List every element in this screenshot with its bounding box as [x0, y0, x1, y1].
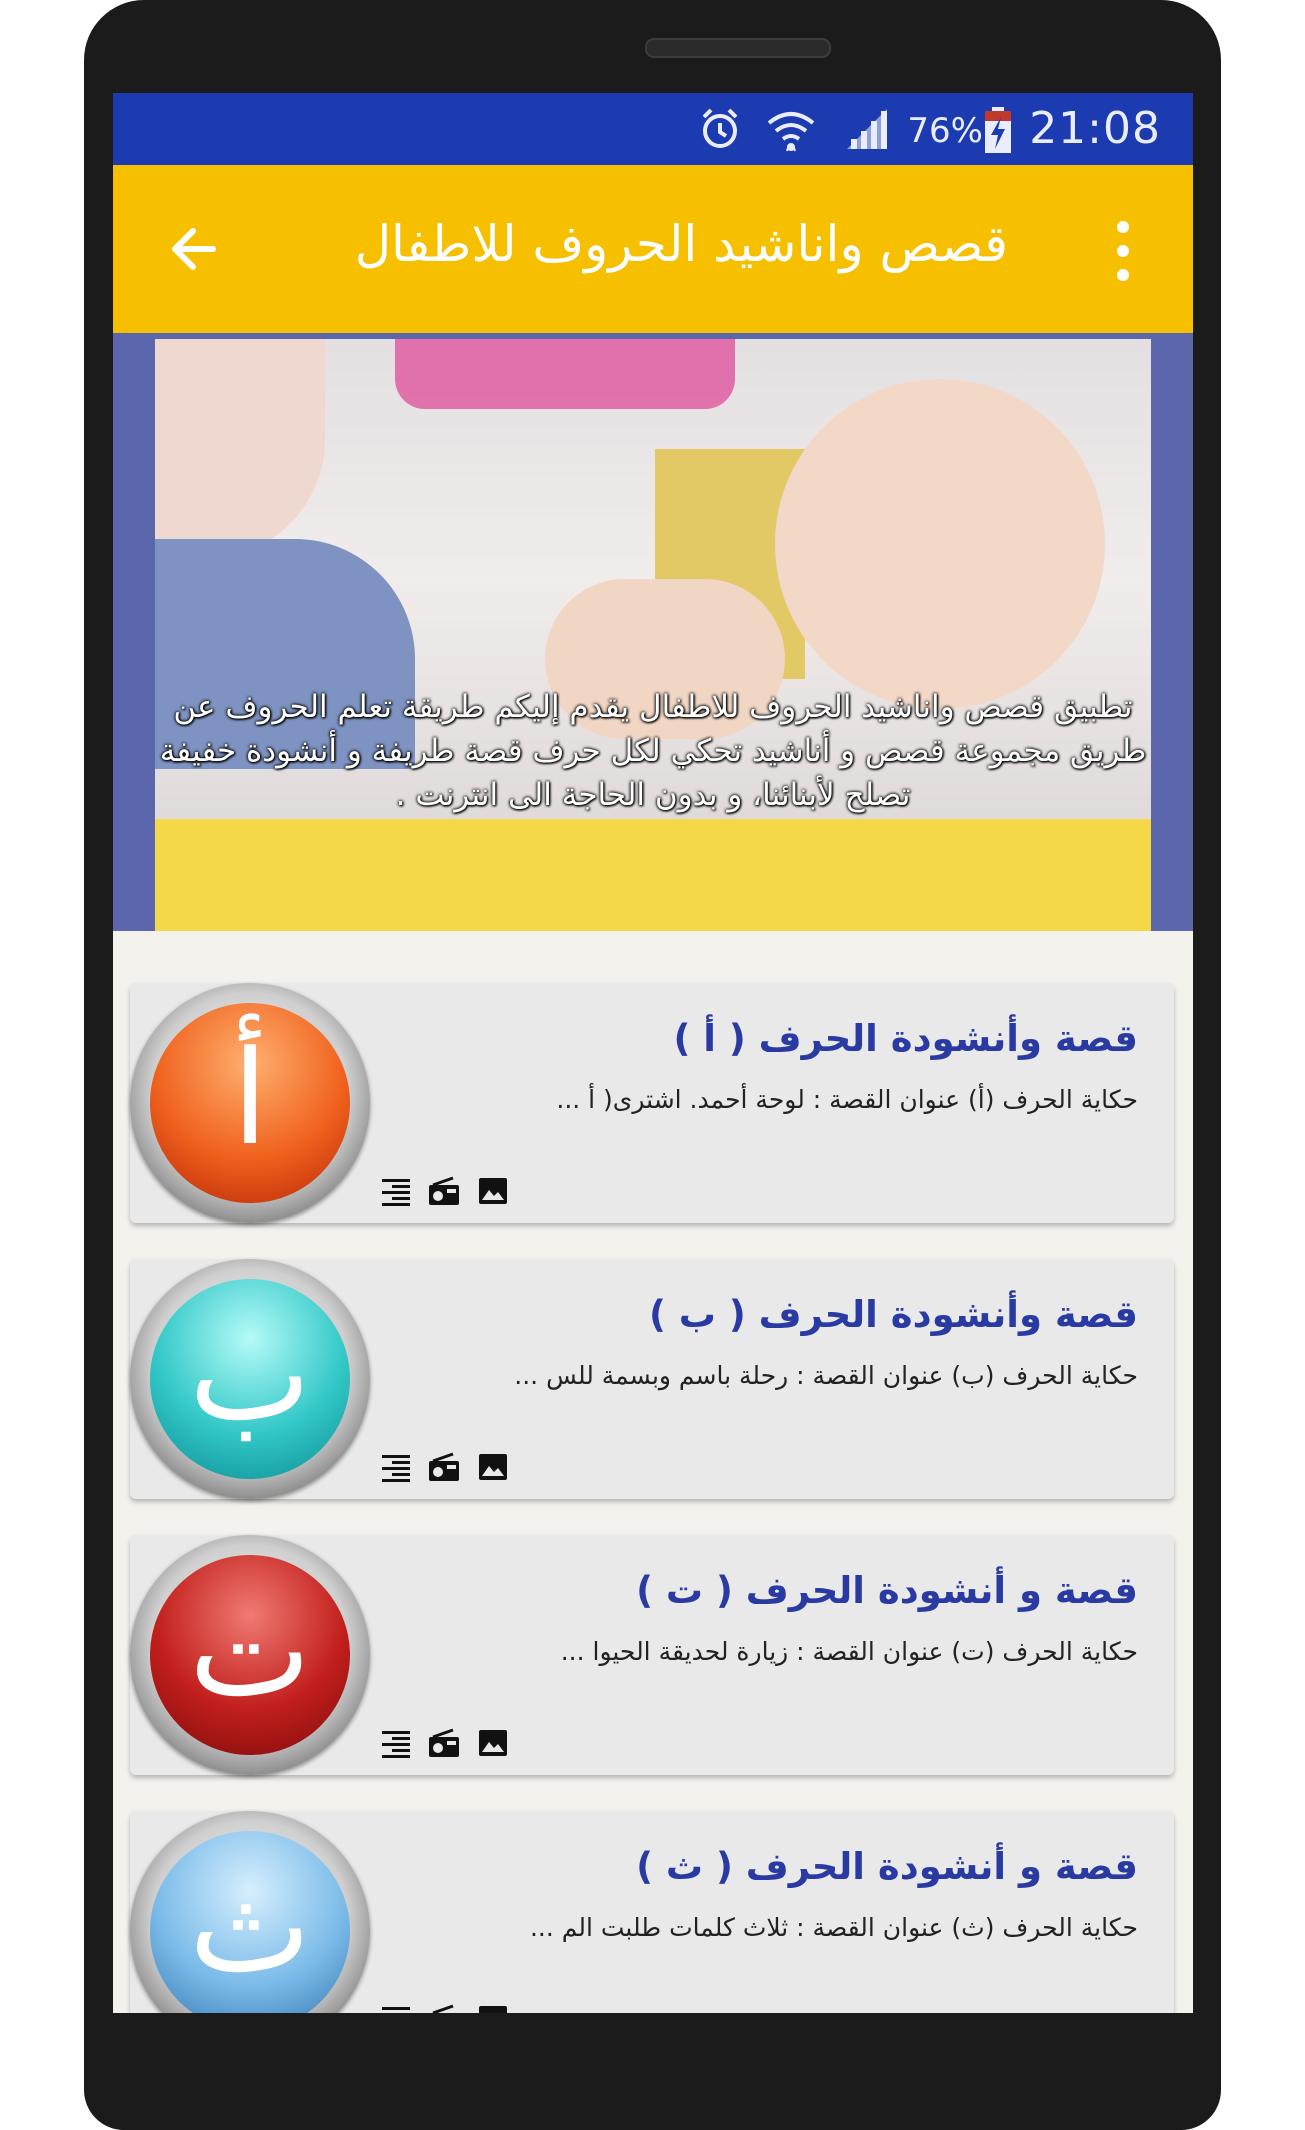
radio-icon [427, 1451, 461, 1483]
image-icon [476, 1727, 510, 1759]
list-item[interactable] [130, 1259, 1174, 1499]
app-title: قصص واناشيد الحروف للاطفال [354, 215, 1008, 273]
signal-icon [843, 105, 891, 153]
list-item[interactable] [130, 1811, 1174, 2013]
item-icons [378, 1451, 520, 1483]
radio-icon [427, 2003, 461, 2013]
battery-percent: 76% [907, 111, 983, 151]
radio-icon [427, 1175, 461, 1207]
phone-speaker [645, 38, 831, 58]
more-options-icon[interactable] [1113, 221, 1133, 281]
battery-charging-icon [983, 105, 1013, 155]
list-item[interactable] [130, 1535, 1174, 1775]
letter-glyph: ب [150, 1279, 350, 1479]
list-item[interactable] [130, 983, 1174, 1223]
letter-medal-icon [130, 1259, 370, 1499]
text-align-right-icon [378, 1175, 412, 1207]
app-screen [113, 93, 1193, 2013]
app-bar [113, 165, 1193, 333]
text-align-right-icon [378, 1451, 412, 1483]
wifi-icon [765, 105, 817, 157]
radio-icon [427, 1727, 461, 1759]
letter-medal-icon [130, 1811, 370, 2013]
text-align-right-icon [378, 2003, 412, 2013]
item-icons [378, 2003, 520, 2013]
letter-glyph: ت [150, 1555, 350, 1755]
alarm-icon [696, 105, 744, 153]
letter-glyph: ث [150, 1831, 350, 2013]
item-description: حكاية الحرف (أ) عنوان القصة : لوحة أحمد. اشترى( أ ... [556, 1085, 1138, 1114]
image-icon [476, 1451, 510, 1483]
letter-medal-icon [130, 983, 370, 1223]
item-description: حكاية الحرف (ت) عنوان القصة : زيارة لحديقة الحيوا ... [560, 1637, 1138, 1666]
item-description: حكاية الحرف (ث) عنوان القصة : ثلاث كلمات طلبت الم ... [529, 1913, 1138, 1942]
header-banner [113, 333, 1193, 931]
item-title: قصة و أنشودة الحرف ( ت ) [636, 1569, 1138, 1612]
banner-description: تطبيق قصص واناشيد الحروف للاطفال يقدم إليكم طريقة تعلم الحروف عن طريق مجموعة قصص و أناشيد تحكي لكل حرف قصة طريفة و أنشودة خفيفة تصلح لأبنائنا، و بدون الحاجة الى انترنت . [159, 689, 1147, 813]
item-icons [378, 1175, 520, 1207]
item-title: قصة وأنشودة الحرف ( أ ) [673, 1017, 1138, 1060]
status-bar [113, 93, 1193, 165]
text-align-right-icon [378, 1727, 412, 1759]
clock-time: 21:08 [1029, 103, 1161, 154]
image-icon [476, 2003, 510, 2013]
image-icon [476, 1175, 510, 1207]
letter-medal-icon [130, 1535, 370, 1775]
item-title: قصة و أنشودة الحرف ( ث ) [636, 1845, 1138, 1888]
back-arrow-icon[interactable] [163, 217, 227, 281]
letter-glyph: أ [150, 1003, 350, 1203]
item-description: حكاية الحرف (ب) عنوان القصة : رحلة باسم وبسمة للس ... [514, 1361, 1138, 1390]
item-title: قصة وأنشودة الحرف ( ب ) [648, 1293, 1138, 1336]
item-icons [378, 1727, 520, 1759]
phone-bottom-bezel [0, 2013, 1305, 2130]
